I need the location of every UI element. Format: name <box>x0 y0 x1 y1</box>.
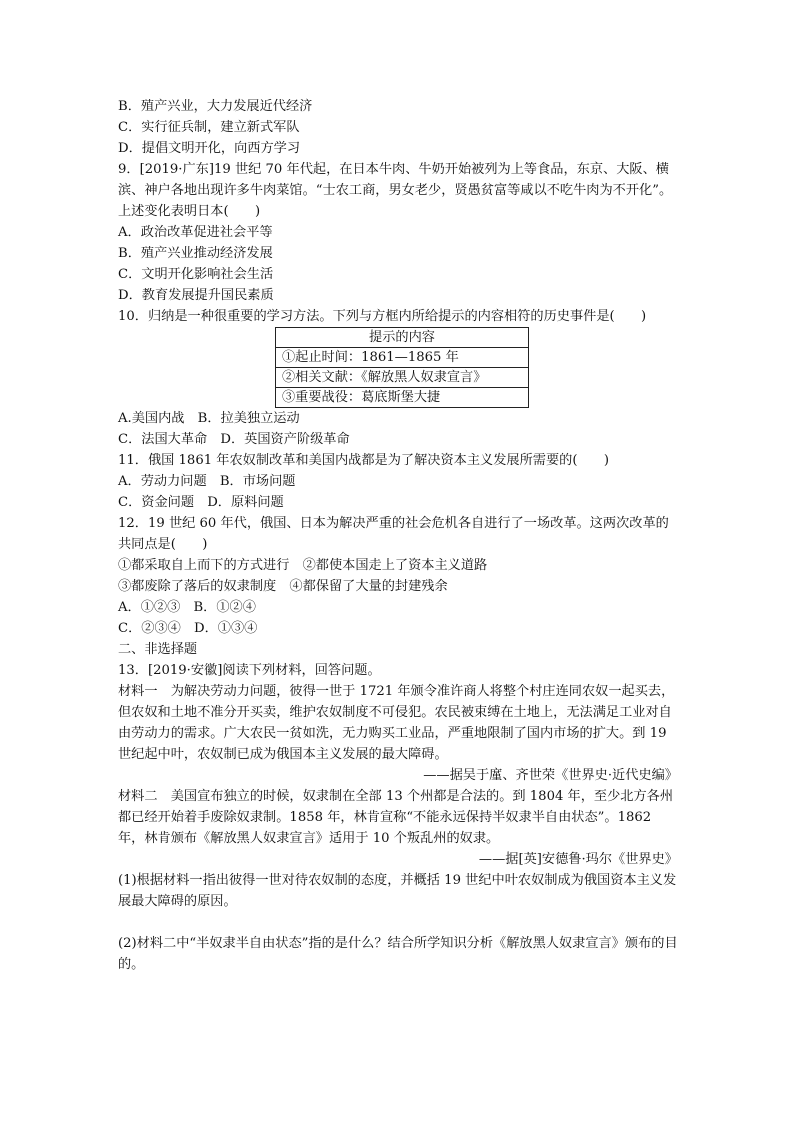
question-11: 11．俄国 1861 年农奴制改革和美国内战都是为了解决资本主义发展所需要的( ) <box>118 453 610 468</box>
q9-option-d: D．教育发展提升国民素质 <box>118 288 274 303</box>
sub-question-1: (1)根据材料一指出彼得一世对待农奴制的态度，并概括 19 世纪中叶农奴制成为俄国资本主义发展最大障碍的原因。 <box>118 873 677 909</box>
q12-options-cd: C．②③④ D．①③④ <box>118 621 258 636</box>
hint-table <box>275 327 529 408</box>
section-heading: 二、非选择题 <box>118 642 198 657</box>
answer-space <box>118 912 678 933</box>
hint-table-row: ③重要战役：葛底斯堡大捷 <box>276 388 529 408</box>
q12-options-ab: A．①②③ B．①②④ <box>118 600 256 615</box>
material-2-source: ——据[英]安德鲁·玛尔《世界史》 <box>478 852 678 867</box>
q10-options-ab: A.美国内战 B．拉美独立运动 <box>118 411 300 426</box>
material-1-source: ——据吴于廑、齐世荣《世界史·近代史编》 <box>423 768 678 783</box>
q9-option-b: B．殖产兴业推动经济发展 <box>118 246 273 261</box>
hint-table-row: ②相关文献：《解放黑人奴隶宣言》 <box>276 368 529 388</box>
q9-option-c: C．文明开化影响社会生活 <box>118 267 274 282</box>
q9-option-a: A．政治改革促进社会平等 <box>118 225 273 240</box>
hint-table-head: 提示的内容 <box>276 328 529 348</box>
q12-statements-34: ③都废除了落后的奴隶制度 ④都保留了大量的封建残余 <box>118 579 448 594</box>
q12-statements-12: ①都采取自上而下的方式进行 ②都使本国走上了资本主义道路 <box>118 558 488 573</box>
question-10: 10．归纳是一种很重要的学习方法。下列与方框内所给提示的内容相符的历史事件是( ) <box>118 309 647 324</box>
material-2: 材料二 美国宣布独立的时候，奴隶制在全部 13 个州都是合法的。到 1804 年，至少北方各州都已经开始着手废除奴隶制。1858 年，林肯宣称“不能永远保持半奴隶半自由状态”。1862 年，林肯颁布《解放黑人奴隶宣言》适用于 10 个叛乱州的奴隶。 <box>118 789 674 846</box>
hint-table-row: ①起止时间：1861—1865 年 <box>276 348 529 368</box>
material-1: 材料一 为解决劳动力问题，彼得一世于 1721 年颁令准许商人将整个村庄连同农奴一起买去，但农奴和土地不准分开买卖，维护农奴制度不可侵犯。农民被束缚在土地上，无法满足工业对自由劳动力的需求。广大农民一贫如洗，无力购买工业品，严重地限制了国内市场的扩大。到 19 世纪起中叶，农奴制已成为俄国本主义发展的最大障碍。 <box>118 684 675 762</box>
option-d: D．提倡文明开化，向西方学习 <box>118 141 301 156</box>
q11-options-ab: A．劳动力问题 B．市场问题 <box>118 474 296 489</box>
question-9: 9．[2019·广东]19 世纪 70 年代起，在日本牛肉、牛奶开始被列为上等食品，东京、大阪、横滨、神户各地出现许多牛肉菜馆。“士农工商，男女老少，贤愚贫富等咸以不吃牛肉为不开化”。上述变化表明日本( ) <box>118 162 673 219</box>
option-b: B．殖产兴业，大力发展近代经济 <box>118 99 313 114</box>
question-13: 13．[2019·安徽]阅读下列材料，回答问题。 <box>118 663 381 678</box>
q11-options-cd: C．资金问题 D．原料问题 <box>118 495 284 510</box>
sub-question-2: (2)材料二中“半奴隶半自由状态”指的是什么？结合所学知识分析《解放黑人奴隶宣言》颁布的目的。 <box>118 936 678 972</box>
q10-options-cd: C．法国大革命 D．英国资产阶级革命 <box>118 432 350 447</box>
option-c: C．实行征兵制，建立新式军队 <box>118 120 300 135</box>
question-12: 12．19 世纪 60 年代，俄国、日本为解决严重的社会危机各自进行了一场改革。这两次改革的共同点是( ) <box>118 516 669 552</box>
exam-page <box>118 96 678 975</box>
